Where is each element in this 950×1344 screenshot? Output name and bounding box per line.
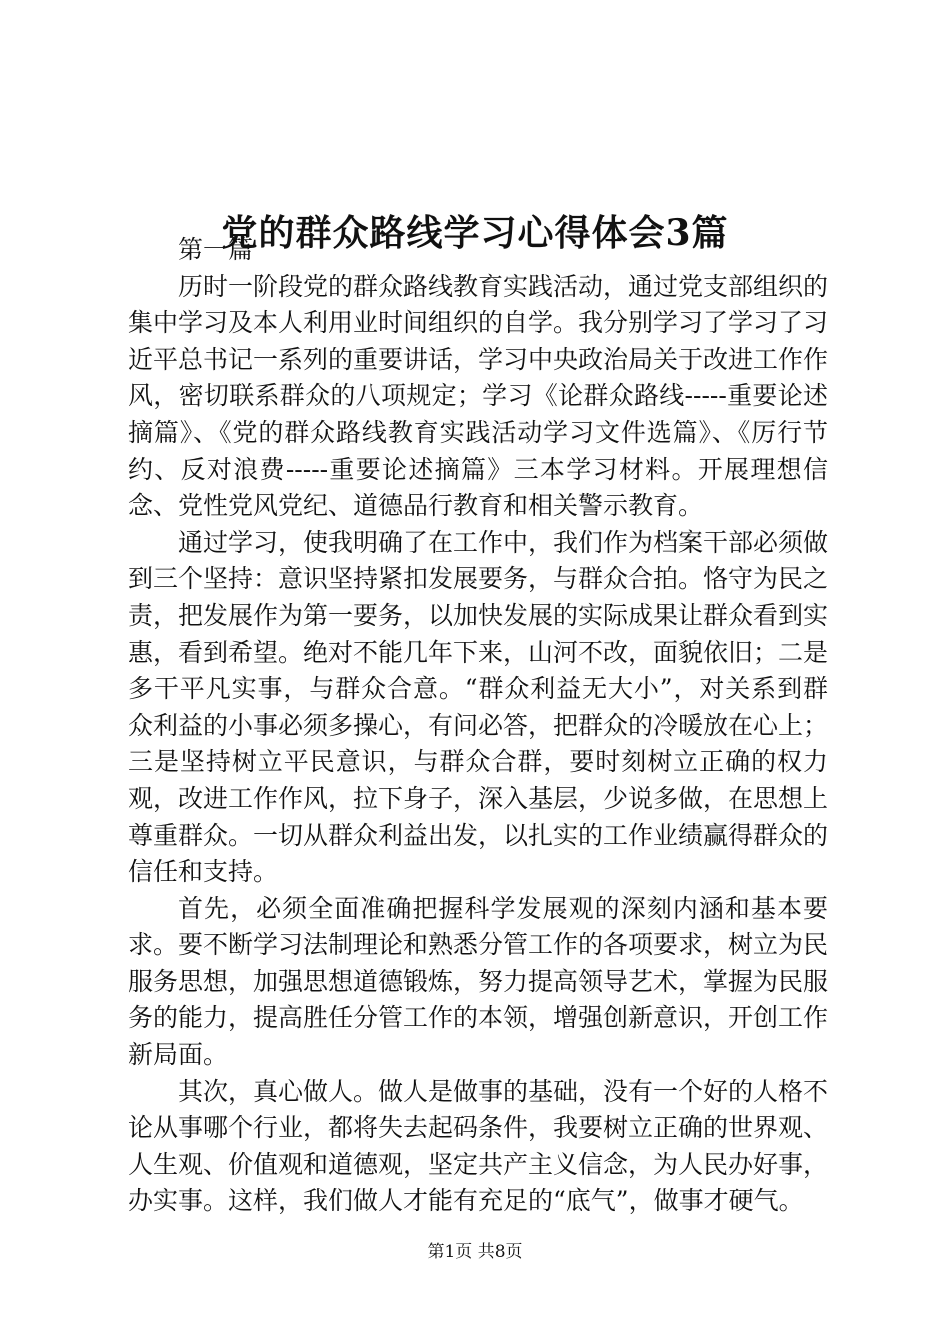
paragraph-4: 其次，真心做人。做人是做事的基础，没有一个好的人格不论从事哪个行业，都将失去起码条件，我要树立正确的世界观、人生观、价值观和道德观，坚定共产主义信念，为人民办好事，办实事。这样，我们做人才能有充足的“底气”，做事才硬气。 [128, 1076, 829, 1216]
paragraph-3: 首先，必须全面准确把握科学发展观的深刻内涵和基本要求。要不断学习法制理论和熟悉分管工作的各项要求，树立为民服务思想，加强思想道德锻炼，努力提高领导艺术，掌握为民服务的能力，提高胜任分管工作的本领，增强创新意识，开创工作新局面。 [128, 893, 829, 1070]
document-title: 党的群众路线学习心得体会3篇 [221, 212, 729, 255]
page-footer: 第1页 共8页 [427, 1242, 523, 1262]
document-body [128, 232, 828, 1220]
paragraph-1: 历时一阶段党的群众路线教育实践活动，通过党支部组织的集中学习及本人利用业时间组织的自学。我分别学习了学习了习近平总书记一系列的重要讲话，学习中央政治局关于改进工作作风，密切联系群众的八项规定；学习《论群众路线-----重要论述摘篇》、《党的群众路线教育实践活动学习文件选篇》、《厉行节约、反对浪费-----重要论述摘篇》三本学习材料。开展理想信念、党性党风党纪、道德品行教育和相关警示教育。 [128, 271, 829, 521]
paragraph-2: 通过学习，使我明确了在工作中，我们作为档案干部必须做到三个坚持：意识坚持紧扣发展要务，与群众合拍。恪守为民之责，把发展作为第一要务，以加快发展的实际成果让群众看到实惠，看到希望。绝对不能几年下来，山河不改，面貌依旧；二是多干平凡实事，与群众合意。“群众利益无大小”，对关系到群众利益的小事必须多操心，有问必答，把群众的冷暖放在心上；三是坚持树立平民意识，与群众合群，要时刻树立正确的权力观，改进工作作风，拉下身子，深入基层，少说多做，在思想上尊重群众。一切从群众利益出发，以扎实的工作业绩赢得群众的信任和支持。 [128, 527, 829, 887]
section-label: 第一篇 [178, 235, 254, 264]
